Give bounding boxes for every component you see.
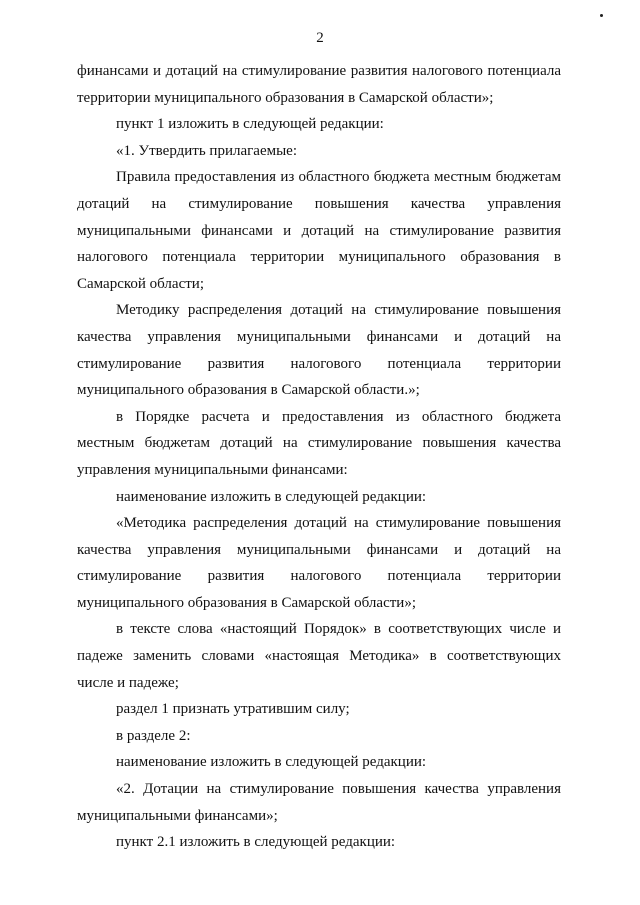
paragraph: наименование изложить в следующей редакции: (116, 488, 427, 505)
paragraph: Правила предоставления из областного бюджета местным бюджетам дотаций на стимулирование повышения качества управления муниципальными финансами и дотаций на стимулирование развития налогового потенциала территории муниципального образования в Самарской области; (77, 169, 561, 292)
paragraph: в разделе 2: (116, 727, 191, 744)
paragraph: «2. Дотации на стимулирование повышения качества управления муниципальными финансами»; (77, 781, 561, 824)
paragraph: пункт 1 изложить в следующей редакции: (116, 116, 384, 133)
paragraph: раздел 1 признать утратившим силу; (116, 701, 350, 718)
scan-mark (600, 14, 603, 17)
paragraph: финансами и дотаций на стимулирование развития налогового потенциала территории муниципального образования в Самарской области»; (77, 63, 561, 106)
document-body (77, 58, 561, 856)
paragraph: «1. Утвердить прилагаемые: (116, 142, 297, 159)
page-number: 2 (316, 30, 324, 46)
paragraph: Методику распределения дотаций на стимулирование повышения качества управления муниципальными финансами и дотаций на стимулирование развития налогового потенциала территории муниципального образования в Самарской области.»; (77, 302, 561, 399)
paragraph: наименование изложить в следующей редакции: (116, 754, 427, 771)
paragraph: пункт 2.1 изложить в следующей редакции: (116, 834, 396, 851)
paragraph: в тексте слова «настоящий Порядок» в соответствующих числе и падеже заменить словами «настоящая Методика» в соответствующих числе и падеже; (77, 621, 561, 691)
paragraph: «Методика распределения дотаций на стимулирование повышения качества управления муниципальными финансами и дотаций на стимулирование развития налогового потенциала территории муниципального образования в Самарской области»; (77, 515, 561, 611)
paragraph: в Порядке расчета и предоставления из областного бюджета местным бюджетам дотаций на стимулирование повышения качества управления муниципальными финансами: (77, 408, 561, 478)
